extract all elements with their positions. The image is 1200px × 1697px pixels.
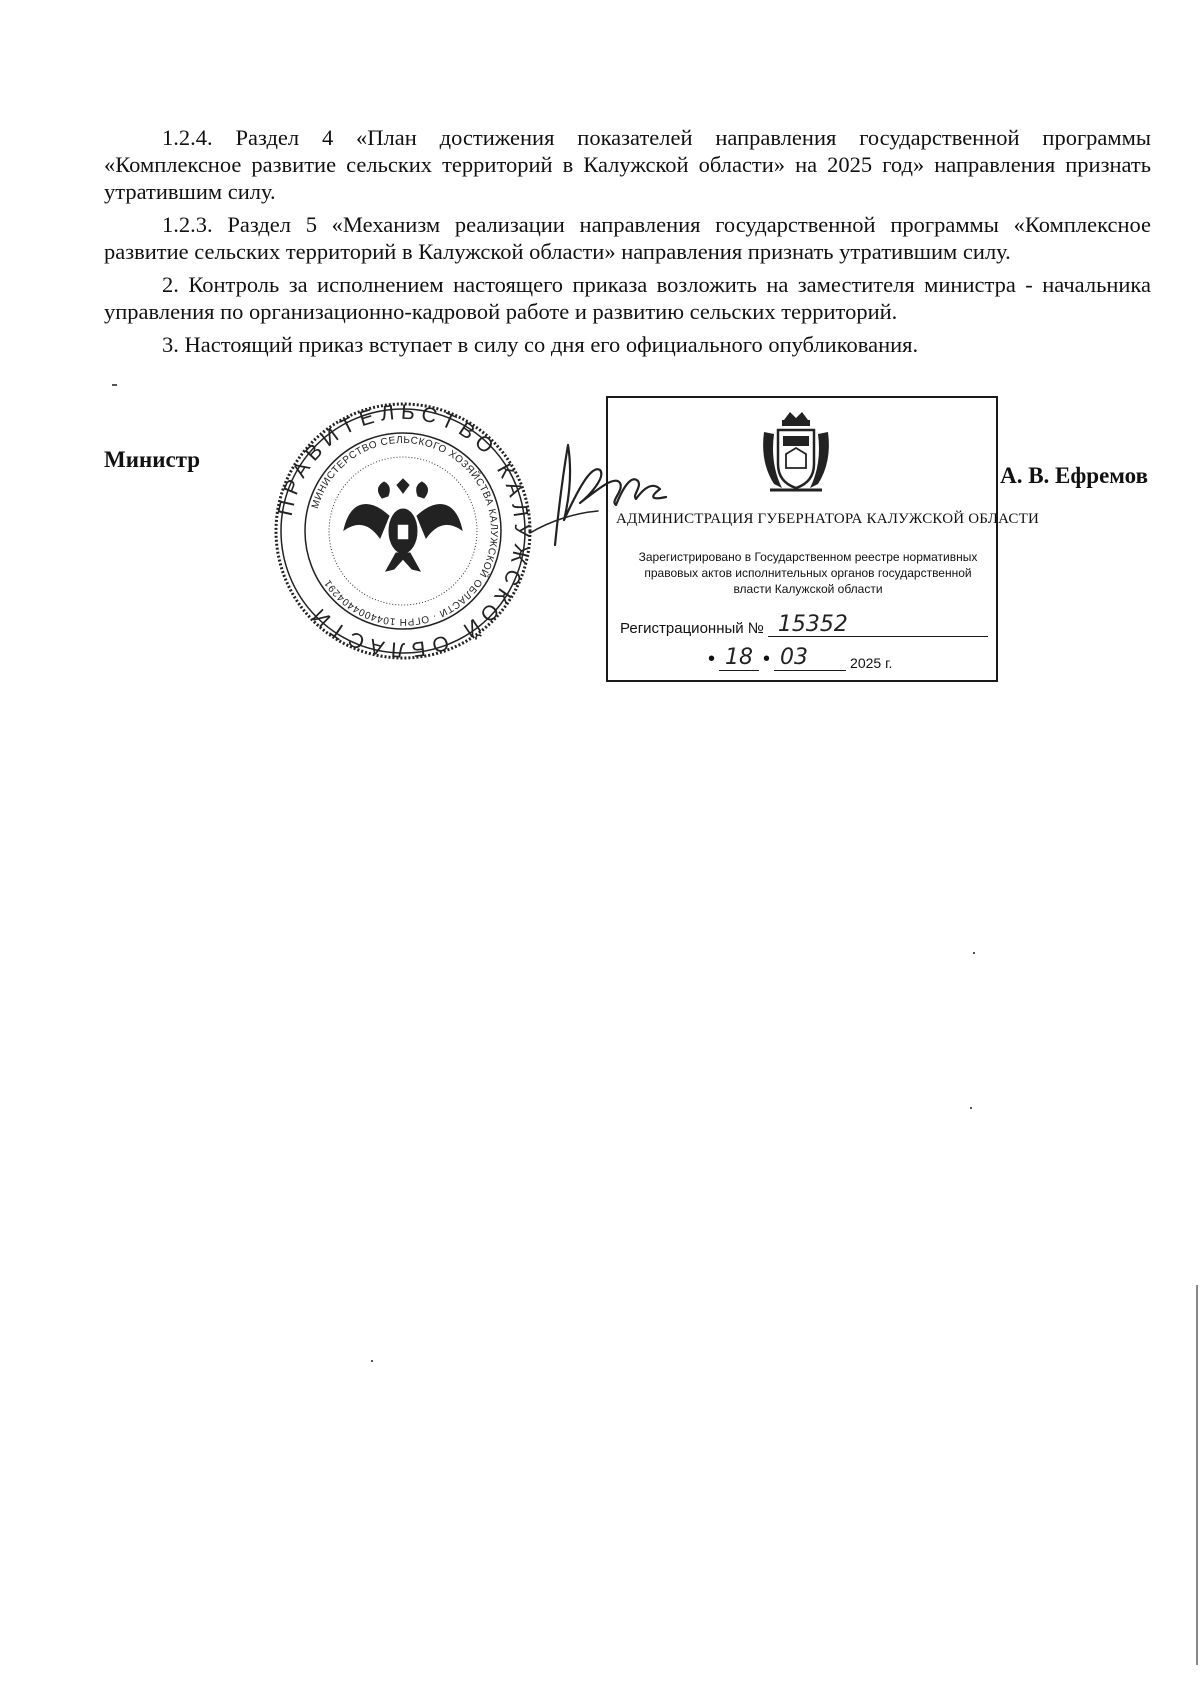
paragraph-3: 3. Настоящий приказ вступает в силу со дня его официального опубликования. [162,332,919,357]
date-separator-icon: • [708,648,716,670]
registration-number-value: 15352 [768,614,988,637]
order-text [104,124,1151,358]
registration-stamp [606,396,1039,682]
registration-number-row [620,613,988,637]
registration-date-row [704,643,892,671]
scan-speck [371,1360,373,1362]
scan-speck [973,952,975,954]
svg-text:ПРАВИТЕЛЬСТВО КАЛУЖСКОЙ ОБЛАСТ: ПРАВИТЕЛЬСТВО КАЛУЖСКОЙ ОБЛАСТИ [273,400,534,662]
official-seal-icon [272,398,534,664]
stamp-organization: АДМИНИСТРАЦИЯ ГУБЕРНАТОРА КАЛУЖСКОЙ ОБЛАСТИ [616,511,1039,527]
date-separator-icon: • [763,648,771,670]
stamp-note: Зарегистрировано в Государственном реестре нормативных правовых актов исполнительных органов государственной власти Калужской области [638,550,978,596]
registration-date-month: 03 [774,646,846,671]
paragraph-2: 2. Контроль за исполнением настоящего приказа возложить на заместителя министра - начальника управления по организационно-кадровой работе и развитию сельских территорий. [104,272,1151,324]
registration-date-day: 18 [719,646,759,671]
kaluga-coat-of-arms-icon [756,406,836,498]
paragraph-1-2-3: 1.2.3. Раздел 5 «Механизм реализации направления государственной программы «Комплексное развитие сельских территорий в Калужской области» направления признать утратившим силу. [104,212,1151,264]
signatory-role: Министр [104,447,201,472]
scan-speck [970,1107,972,1109]
scan-speck [112,384,117,386]
registration-number-label: Регистрационный № [620,620,764,637]
signatory-name: А. В. Ефремов [1000,463,1148,488]
svg-text:МИНИСТЕРСТВО СЕЛЬСКОГО ХОЗЯЙСТ: МИНИСТЕРСТВО СЕЛЬСКОГО ХОЗЯЙСТВА КАЛУЖСКОЙ ОБЛАСТИ · ОГРН 1044004404291 [309,434,500,628]
scan-edge [1196,1285,1198,1665]
paragraph-1-2-4: 1.2.4. Раздел 4 «План достижения показателей направления государственной программы «Комплексное развитие сельских территорий в Калужской области» на 2025 год» направления признать утратившим силу. [104,125,1151,204]
registration-date-year: 2025 г. [850,655,893,671]
